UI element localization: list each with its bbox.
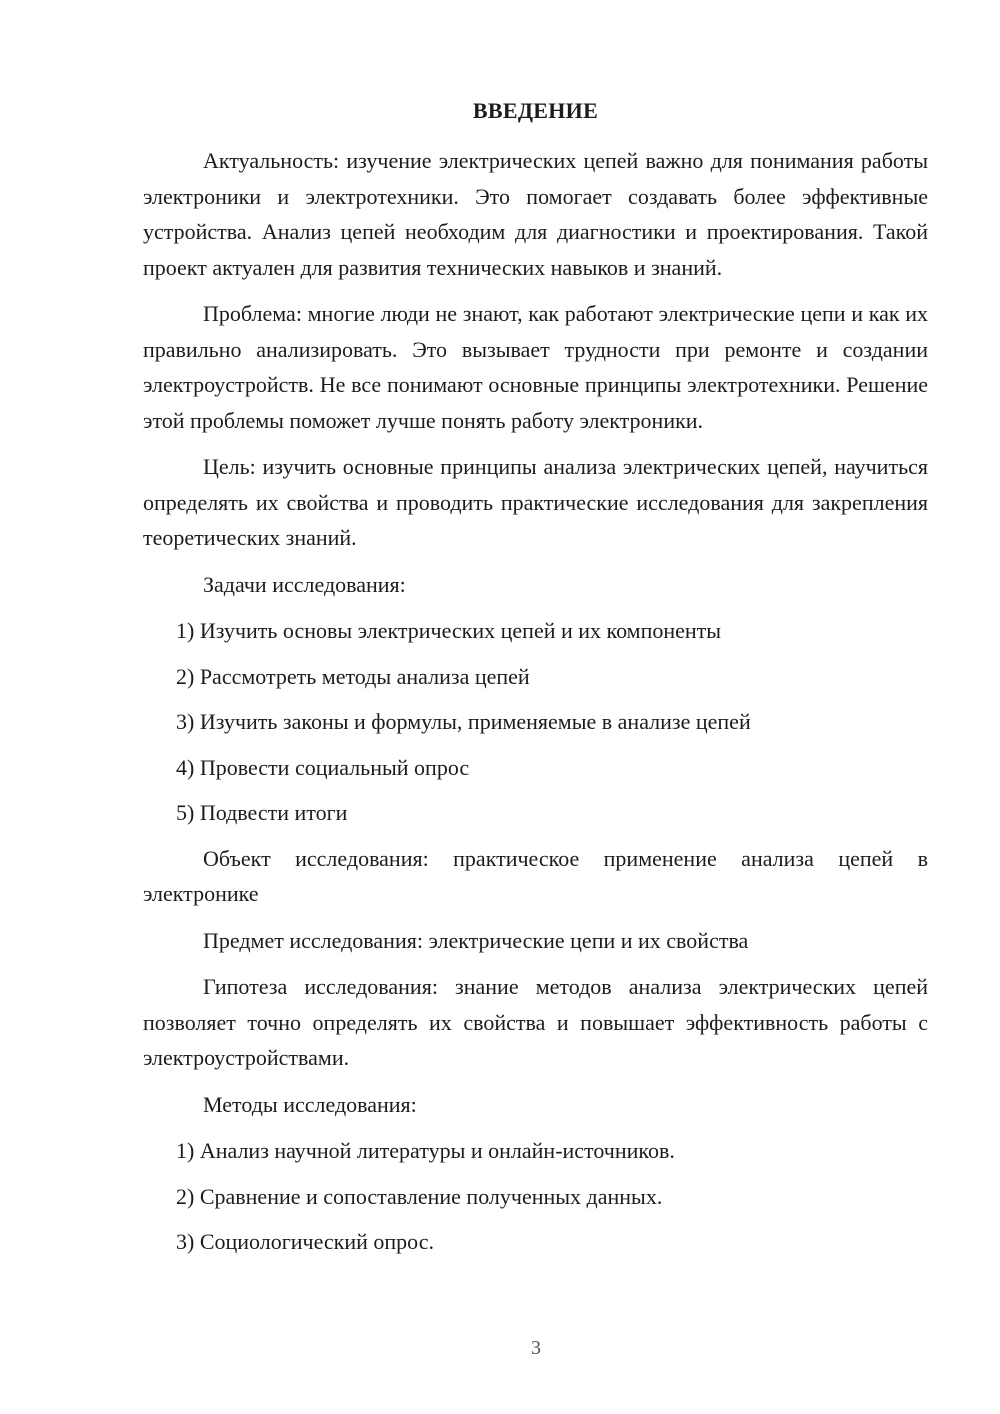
hypothesis-paragraph: Гипотеза исследования: знание методов анализа электрических цепей позволяет точно определять их свойства и повышает эффективность работы с электроустройствами. bbox=[143, 974, 928, 1070]
methods-heading: Методы исследования: bbox=[203, 1091, 417, 1117]
page-number: 3 bbox=[531, 1337, 541, 1359]
task-item: 4) Провести социальный опрос bbox=[176, 754, 470, 780]
task-item: 3) Изучить законы и формулы, применяемые в анализе цепей bbox=[176, 709, 751, 734]
method-item: 3) Социологический опрос. bbox=[176, 1229, 434, 1254]
subject-paragraph: Предмет исследования: электрические цепи и их свойства bbox=[203, 927, 749, 953]
goal-paragraph: Цель: изучить основные принципы анализа электрических цепей, научиться определять их свойства и проводить практические исследования для закрепления теоретических знаний. bbox=[143, 454, 928, 550]
task-item: 5) Подвести итоги bbox=[176, 800, 348, 825]
page-title: ВВЕДЕНИЕ bbox=[472, 98, 599, 123]
document-body bbox=[143, 143, 928, 1270]
problem-paragraph: Проблема: многие люди не знают, как работают электрические цепи и как их правильно анализировать. Это вызывает трудности при ремонте и создании электроустройств. Не все понимают основные принципы электротехники. Решение этой проблемы поможет лучше понять работу электроники. bbox=[143, 301, 928, 433]
task-item: 2) Рассмотреть методы анализа цепей bbox=[176, 663, 530, 689]
tasks-heading: Задачи исследования: bbox=[203, 571, 406, 597]
relevance-paragraph: Актуальность: изучение электрических цепей важно для понимания работы электроники и электротехники. Это помогает создавать более эффективные устройства. Анализ цепей необходим для диагностики и проектирования. Такой проект актуален для развития технических навыков и знаний. bbox=[143, 148, 928, 280]
task-item: 1) Изучить основы электрических цепей и их компоненты bbox=[176, 618, 722, 643]
method-item: 2) Сравнение и сопоставление полученных данных. bbox=[176, 1183, 663, 1209]
object-paragraph: Объект исследования: практическое применение анализа цепей в электронике bbox=[143, 845, 928, 906]
method-item: 1) Анализ научной литературы и онлайн-источников. bbox=[176, 1138, 675, 1163]
